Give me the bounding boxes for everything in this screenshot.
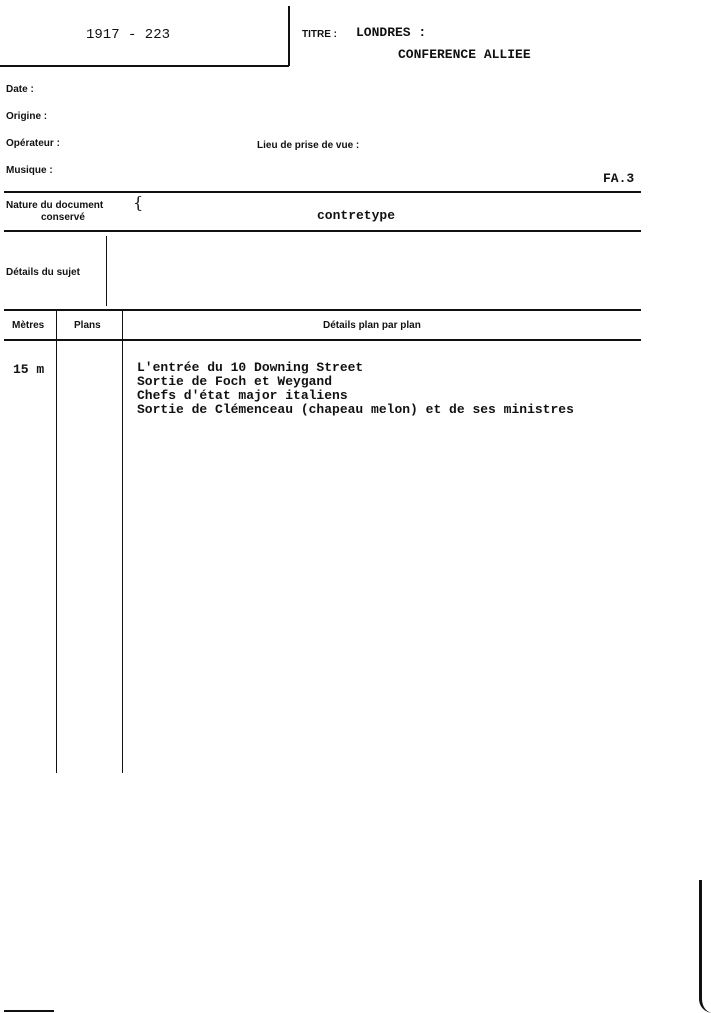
col-header-details: Détails plan par plan [323, 320, 421, 331]
shot-item: L'entrée du 10 Downing Street [137, 360, 364, 375]
musique-label: Musique : [6, 165, 53, 176]
shot-list [137, 361, 574, 417]
date-label: Date : [6, 84, 34, 95]
details-sujet-label: Détails du sujet [6, 267, 80, 278]
nature-label-line-1: Nature du document [6, 200, 104, 211]
header-box-bottom-rule [0, 65, 289, 67]
titre-label: TITRE : [302, 29, 337, 40]
details-sujet-brace [106, 236, 107, 306]
lieu-label: Lieu de prise de vue : [257, 140, 360, 151]
nature-brace: { [133, 193, 144, 212]
header-box-right-rule [288, 6, 290, 66]
archive-code: FA.3 [603, 171, 635, 186]
nature-label-line-2: conservé [41, 212, 85, 223]
table-header-rule [4, 339, 641, 341]
page-edge-right [699, 880, 711, 1013]
shot-item: Sortie de Foch et Weygand [137, 374, 333, 389]
page-edge-bottom-mark [4, 1010, 54, 1012]
reference-number: 1917 - 223 [86, 27, 171, 43]
titre-line-2: CONFERENCE ALLIEE [398, 47, 531, 62]
shot-item: Sortie de Clémenceau (chapeau melon) et de ses ministres [137, 402, 574, 417]
rule-after-nature [4, 230, 641, 232]
col-header-metres: Mètres [12, 320, 45, 331]
rule-after-musique [4, 191, 641, 193]
table-top-rule [4, 309, 641, 311]
shot-item: Chefs d'état major italiens [137, 388, 348, 403]
metres-value: 15 m [13, 362, 45, 377]
nature-value: contretype [317, 208, 396, 223]
titre-line-1: LONDRES : [356, 25, 427, 40]
col-divider-2 [122, 310, 123, 773]
col-divider-1 [56, 310, 57, 773]
origine-label: Origine : [6, 111, 48, 122]
operateur-label: Opérateur : [6, 138, 60, 149]
col-header-plans: Plans [74, 320, 101, 331]
